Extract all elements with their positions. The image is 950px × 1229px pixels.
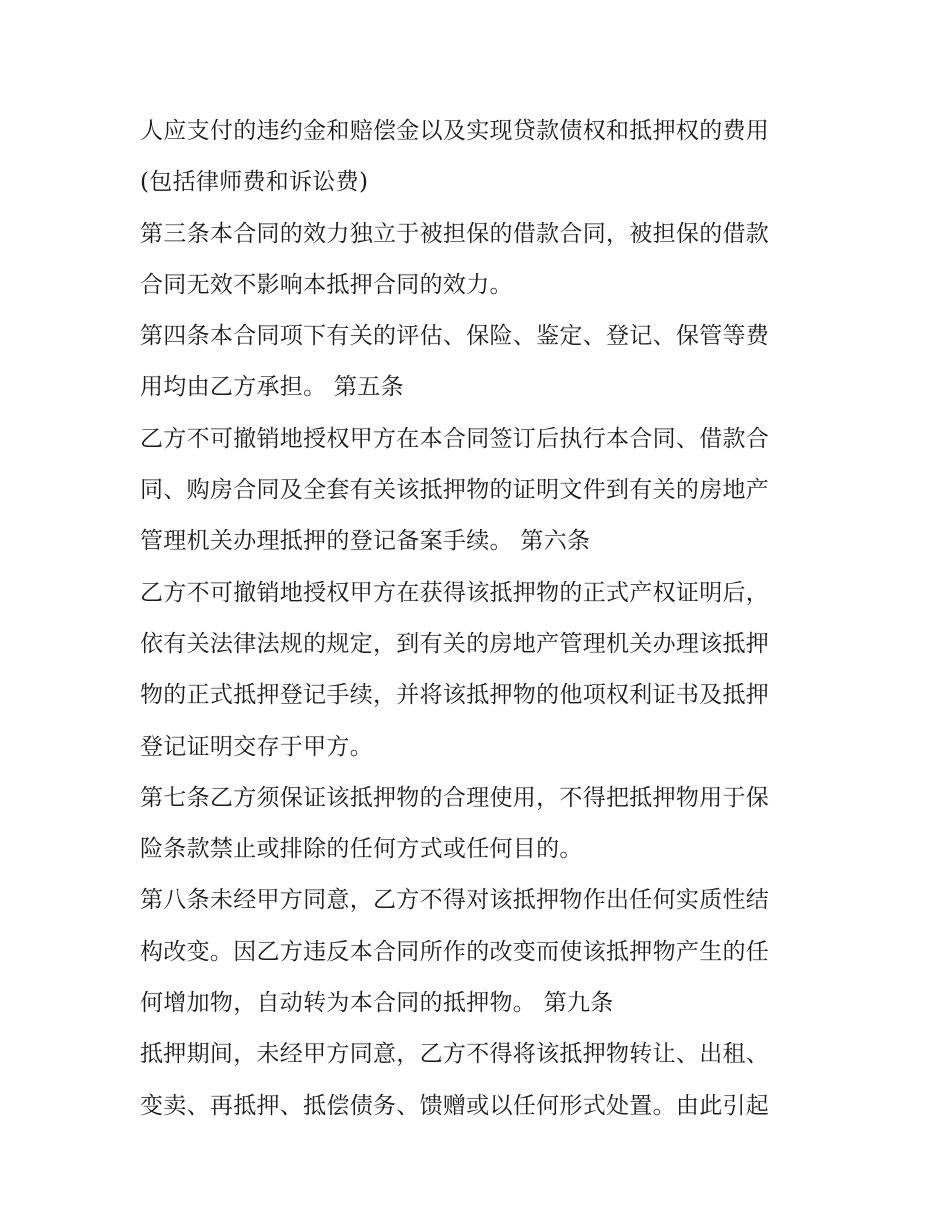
text-line: (包括律师费和诉讼费) — [140, 169, 369, 196]
text-line: 构改变。因乙方违反本合同所作的改变而使该抵押物产生的任 — [140, 938, 770, 965]
text-line: 依有关法律法规的规定，到有关的房地产管理机关办理该抵押 — [140, 630, 770, 657]
contract-text — [140, 106, 820, 1132]
text-line: 乙方不可撤销地授权甲方在本合同签订后执行本合同、借款合 — [140, 425, 770, 452]
text-line: 第三条本合同的效力独立于被担保的借款合同，被担保的借款 — [140, 220, 770, 247]
text-line: 险条款禁止或排除的任何方式或任何目的。 — [140, 836, 583, 863]
text-line: 何增加物，自动转为本合同的抵押物。 第九条 — [140, 990, 614, 1017]
text-line: 变卖、再抵押、抵偿债务、馈赠或以任何形式处置。由此引起 — [140, 1092, 770, 1119]
text-line: 第七条乙方须保证该抵押物的合理使用，不得把抵押物用于保 — [140, 784, 770, 811]
text-line: 抵押期间，未经甲方同意，乙方不得将该抵押物转让、出租、 — [140, 1041, 770, 1068]
text-line: 用均由乙方承担。 第五条 — [140, 374, 404, 401]
text-line: 乙方不可撤销地授权甲方在获得该抵押物的正式产权证明后， — [140, 579, 770, 606]
text-line: 管理机关办理抵押的登记备案手续。 第六条 — [140, 528, 591, 555]
text-line: 人应支付的违约金和赔偿金以及实现贷款债权和抵押权的费用 — [140, 118, 770, 144]
text-line: 第八条未经甲方同意，乙方不得对该抵押物作出任何实质性结 — [140, 887, 770, 914]
text-line: 同、购房合同及全套有关该抵押物的证明文件到有关的房地产 — [140, 477, 770, 504]
text-line: 登记证明交存于甲方。 — [140, 733, 373, 760]
text-line: 合同无效不影响本抵押合同的效力。 — [140, 271, 513, 298]
text-line: 第四条本合同项下有关的评估、保险、鉴定、登记、保管等费 — [140, 323, 770, 350]
text-line: 物的正式抵押登记手续，并将该抵押物的他项权利证书及抵押 — [140, 682, 770, 709]
